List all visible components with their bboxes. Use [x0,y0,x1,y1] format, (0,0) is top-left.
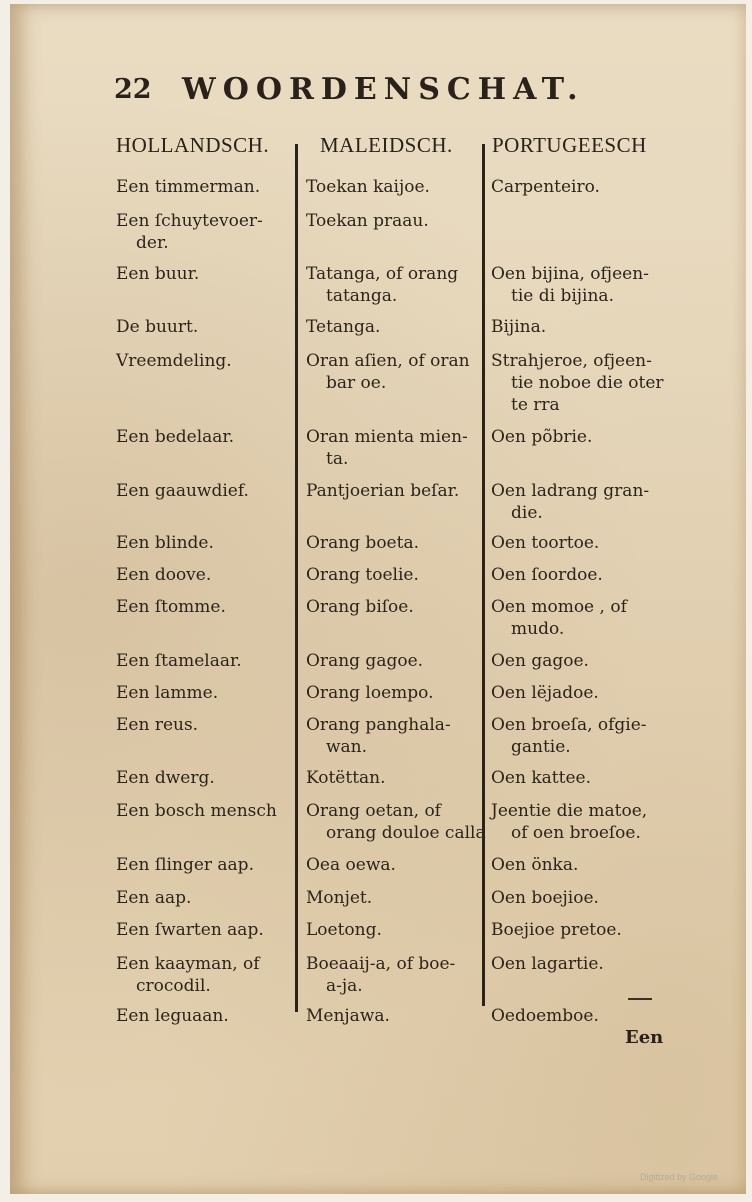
portuguese-line: Oen ſoordoe. [491,565,603,585]
portuguese-line: Carpenteiro. [491,177,600,197]
malay-line: Orang oetan, of [306,801,441,821]
cell-dutch [116,887,292,909]
cell-dutch [116,596,292,618]
dutch-line: Een blinde. [116,533,214,553]
cell-portuguese [491,316,669,338]
dutch-line: Een timmerman. [116,177,261,197]
cell-malay [306,767,480,789]
malay-line: Loetong. [306,920,382,940]
dutch-line: Een reus. [116,715,199,735]
portuguese-line: Oen lëjadoe. [491,683,599,703]
dutch-line: Een bedelaar. [116,427,235,447]
cell-dutch [116,176,292,198]
cell-portuguese [491,919,669,941]
portuguese-line: die. [511,503,543,523]
dutch-line: Een kaayman, of [116,954,260,974]
dutch-line: Een ſtamelaar. [116,651,242,671]
column-header-malay: MALEIDSCH. [320,133,453,157]
cell-portuguese [491,263,669,307]
cell-dutch [116,919,292,941]
catchword: Een [625,1027,664,1048]
malay-line: Menjawa. [306,1006,390,1026]
cell-portuguese [491,1005,669,1027]
dutch-line: Een doove. [116,565,212,585]
malay-line: Orang boeta. [306,533,419,553]
portuguese-line: Oen boejioe. [491,888,599,908]
cell-dutch [116,263,292,285]
cell-portuguese [491,854,669,876]
dutch-line: Een ſchuytevoer- [116,211,263,231]
cell-malay [306,210,480,232]
dutch-line: der. [136,233,169,253]
malay-line: ta. [326,449,349,469]
portuguese-line: gantie. [511,737,571,757]
cell-malay [306,564,480,586]
malay-line: Monjet. [306,888,373,908]
portuguese-line: Bijina. [491,317,547,337]
portuguese-line: Oen lagartie. [491,954,604,974]
cell-dutch [116,767,292,789]
cell-dutch [116,316,292,338]
dutch-line: Een lamme. [116,683,219,703]
malay-line: Oea oewa. [306,855,396,875]
page-number: 22 [114,74,152,105]
dutch-line: Een leguaan. [116,1006,229,1026]
running-title: WOORDENSCHAT. [182,72,585,107]
cell-dutch [116,350,292,372]
cell-portuguese [491,767,669,789]
portuguese-line: Oen broeſa, ofgie- [491,715,647,735]
portuguese-line: of oen broeſoe. [511,823,641,843]
cell-portuguese [491,426,669,448]
cell-dutch [116,532,292,554]
cell-portuguese [491,800,669,844]
dutch-line: De buurt. [116,317,199,337]
malay-line: bar oe. [326,373,387,393]
column-header-portuguese: PORTUGEESCH [492,133,647,157]
cell-malay [306,316,480,338]
portuguese-line: Oen gagoe. [491,651,589,671]
portuguese-line: Oen ladrang gran- [491,481,650,501]
malay-line: Toekan praau. [306,211,429,231]
cell-malay [306,919,480,941]
malay-line: tatanga. [326,286,398,306]
cell-portuguese [491,887,669,909]
cell-malay [306,176,480,198]
malay-line: Boeaaij-a, of boe- [306,954,456,974]
cell-portuguese [491,564,669,586]
portuguese-line: Oen põbrie. [491,427,593,447]
dutch-line: Een dwerg. [116,768,215,788]
cell-dutch [116,650,292,672]
cell-malay [306,682,480,704]
malay-line: Orang toelie. [306,565,419,585]
cell-portuguese [491,532,669,554]
cell-malay [306,350,480,394]
cell-portuguese [491,350,669,416]
malay-line: Orang loempo. [306,683,434,703]
malay-line: Tetanga. [306,317,381,337]
malay-line: Oran aſien, of oran [306,351,470,371]
cell-dutch [116,480,292,502]
cell-portuguese [491,953,669,975]
cell-malay [306,532,480,554]
cell-dutch [116,426,292,448]
portuguese-line: Jeentie die matoe, [491,801,648,821]
dutch-line: Een ſwarten aap. [116,920,264,940]
portuguese-line: Strahjeroe, ofjeen- [491,351,652,371]
cell-portuguese [491,682,669,704]
cell-portuguese [491,714,669,758]
cell-portuguese [491,480,669,524]
portuguese-line: mudo. [511,619,565,639]
cell-malay [306,650,480,672]
cell-dutch [116,714,292,736]
dutch-line: crocodil. [136,976,211,996]
cell-portuguese [491,176,669,198]
malay-line: wan. [326,737,368,757]
malay-line: a-ja. [326,976,363,996]
cell-dutch [116,1005,292,1027]
portuguese-line: Oen toortoe. [491,533,600,553]
column-rule-right [482,144,485,1006]
malay-line: Oran mienta mien- [306,427,468,447]
rule-dash [628,998,652,1000]
column-header-dutch: HOLLANDSCH. [116,133,270,157]
cell-malay [306,480,480,502]
cell-malay [306,426,480,470]
dutch-line: Een gaauwdief. [116,481,249,501]
malay-line: Pantjoerian beſar. [306,481,460,501]
cell-malay [306,596,480,618]
portuguese-line: Oen kattee. [491,768,591,788]
dutch-line: Een buur. [116,264,200,284]
malay-line: Toekan kaijoe. [306,177,430,197]
digitization-watermark: Digitized by Google [640,1172,719,1182]
portuguese-line: Boejioe pretoe. [491,920,622,940]
portuguese-line: Oen bijina, ofjeen- [491,264,649,284]
cell-dutch [116,210,292,254]
cell-portuguese [491,596,669,640]
page-header [114,72,614,116]
cell-dutch [116,953,292,997]
malay-line: Orang biſoe. [306,597,414,617]
cell-dutch [116,854,292,876]
cell-malay [306,854,480,876]
portuguese-line: Oen önka. [491,855,579,875]
dutch-line: Een bosch mensch [116,801,277,821]
column-rule-left [295,144,298,1012]
cell-portuguese [491,650,669,672]
malay-line: Orang panghala- [306,715,451,735]
cell-malay [306,1005,480,1027]
malay-line: Kotëttan. [306,768,386,788]
dutch-line: Een aap. [116,888,192,908]
cell-malay [306,714,480,758]
portuguese-line: te rra [511,395,560,415]
malay-line: orang douloe calla [326,823,486,843]
cell-malay [306,800,486,844]
portuguese-line: tie di bijina. [511,286,614,306]
cell-malay [306,263,480,307]
cell-dutch [116,564,292,586]
portuguese-line: tie noboe die oter [511,373,664,393]
cell-malay [306,953,480,997]
portuguese-line: Oedoemboe. [491,1006,599,1026]
malay-line: Orang gagoe. [306,651,424,671]
dutch-line: Een ſlinger aap. [116,855,254,875]
malay-line: Tatanga, of orang [306,264,459,284]
dutch-line: Vreemdeling. [116,351,232,371]
cell-dutch [116,800,292,822]
dutch-line: Een ſtomme. [116,597,226,617]
cell-malay [306,887,480,909]
cell-dutch [116,682,292,704]
portuguese-line: Oen momoe , of [491,597,627,617]
